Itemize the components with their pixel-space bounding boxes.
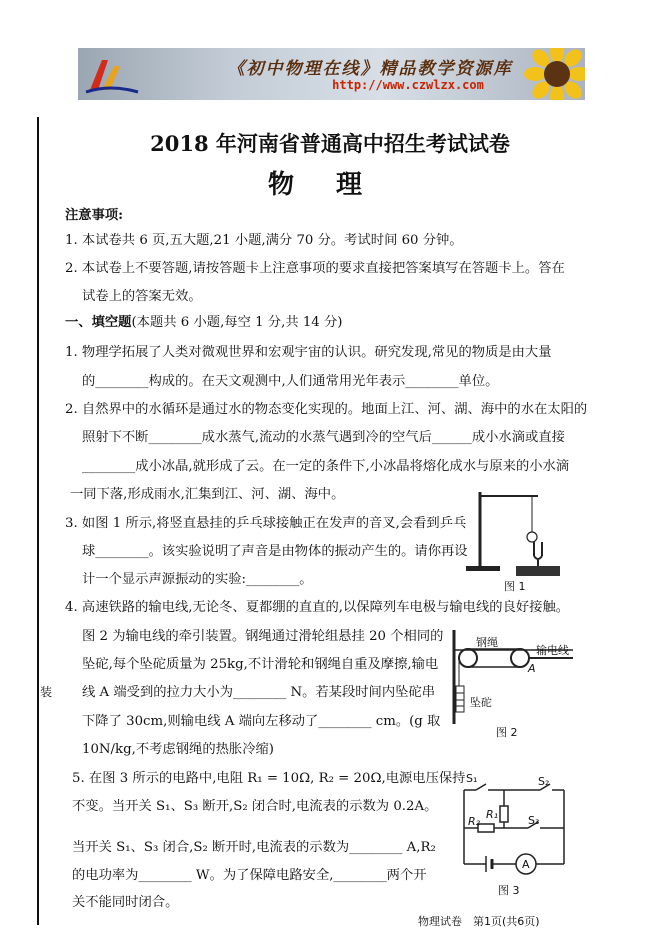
question-line: 下降了 30cm,则输电线 A 端向左移动了________ cm。(g 取: [82, 714, 441, 729]
banner-url[interactable]: http://www.czwlzx.com: [332, 78, 484, 92]
figure-3-r2-label: R₂: [468, 815, 481, 828]
question-line: 1. 物理学拓展了人类对微观世界和宏观宇宙的认识。研究发现,常见的物质是由大量: [65, 345, 552, 360]
banner-title: 《初中物理在线》精品教学资源库: [227, 59, 513, 79]
question-line: ________成小冰晶,就形成了云。在一定的条件下,小冰晶将熔化成水与原来的小水滴: [82, 459, 570, 474]
question-line: 3. 如图 1 所示,将竖直悬挂的乒乓球接触正在发声的音叉,会看到乒乓: [65, 516, 467, 531]
sunflower-icon: [513, 48, 585, 100]
section-note: (本题共 6 小题,每空 1 分,共 14 分): [131, 315, 343, 330]
question-line: 关不能同时闭合。: [72, 895, 179, 910]
question-line: 一同下落,形成雨水,汇集到江、河、湖、海中。: [70, 487, 345, 502]
figure-2-point-a: A: [528, 662, 536, 675]
question-line: 坠砣,每个坠砣质量为 25kg,不计滑轮和钢绳自重及摩擦,输电: [82, 657, 439, 672]
question-line: 的电功率为________ W。为了保障电路安全,________两个开: [72, 868, 427, 883]
figure-3-ammeter-label: A: [522, 858, 530, 871]
notice-line: 2. 本试卷上不要答题,请按答题卡上注意事项的要求直接把答案填写在答题卡上。答在: [65, 261, 565, 276]
question-line: 球________。该实验说明了声音是由物体的振动产生的。请你再设: [82, 544, 468, 559]
question-line: 2. 自然界中的水循环是通过水的物态变化实现的。地面上江、河、湖、海中的水在太阳的: [65, 402, 588, 417]
figure-3-caption: 图 3: [498, 884, 520, 897]
figure-3-r1-label: R₁: [486, 808, 499, 821]
question-line: 线 A 端受到的拉力大小为________ N。若某段时间内坠砣串: [82, 685, 436, 700]
exam-title: 2018 年河南省普通高中招生考试试卷: [150, 131, 510, 156]
section-title: 一、填空题: [65, 315, 132, 330]
binding-margin-line: [37, 117, 39, 925]
question-line: 10N/kg,不考虑钢绳的热胀冷缩): [82, 742, 274, 757]
notice-line: 试卷上的答案无效。: [82, 289, 202, 304]
figure-2-line-label: 输电线: [536, 644, 569, 657]
question-line: 当开关 S₁、S₃ 闭合,S₂ 断开时,电流表的示数为________ A,R₂: [72, 840, 436, 855]
question-line: 的________构成的。在天文观测中,人们通常用光年表示________单位。: [82, 374, 499, 389]
notice-line: 1. 本试卷共 6 页,五大题,21 小题,满分 70 分。考试时间 60 分钟。: [65, 233, 463, 248]
question-line: 计一个显示声源振动的实验:________。: [82, 572, 313, 587]
question-line: 5. 在图 3 所示的电路中,电阻 R₁ = 10Ω, R₂ = 20Ω,电源电压保持: [72, 771, 466, 786]
notice-heading: 注意事项:: [65, 208, 124, 223]
exam-subject: 物理: [268, 170, 405, 200]
question-line: 4. 高速铁路的输电线,无论冬、夏都绷的直直的,以保障列车电极与输电线的良好接触。: [65, 600, 570, 615]
section-heading: [65, 316, 342, 329]
figure-3-s3-label: S₃: [528, 814, 540, 827]
figure-1-tuning-fork: [462, 482, 570, 578]
figure-1-caption: 图 1: [504, 580, 526, 593]
figure-3-s2-label: S₂: [538, 775, 550, 788]
site-logo-icon: [80, 54, 144, 96]
figure-2-weights-label: 坠砣: [470, 696, 492, 709]
figure-2-caption: 图 2: [496, 726, 518, 739]
resource-banner: [78, 48, 585, 100]
question-line: 图 2 为输电线的牵引装置。钢绳通过滑轮组悬挂 20 个相同的: [82, 629, 444, 644]
question-line: 不变。当开关 S₁、S₃ 断开,S₂ 闭合时,电流表的示数为 0.2A。: [72, 799, 438, 814]
page-footer: 物理试卷 第1页(共6页): [418, 915, 540, 928]
figure-2-rope-label: 钢绳: [476, 636, 498, 649]
binding-mark: 装: [40, 685, 53, 699]
question-line: 照射下不断________成水蒸气,流动的水蒸气遇到冷的空气后______成小水滴或直接: [82, 430, 565, 445]
figure-3-s1-label: S₁: [466, 772, 478, 785]
